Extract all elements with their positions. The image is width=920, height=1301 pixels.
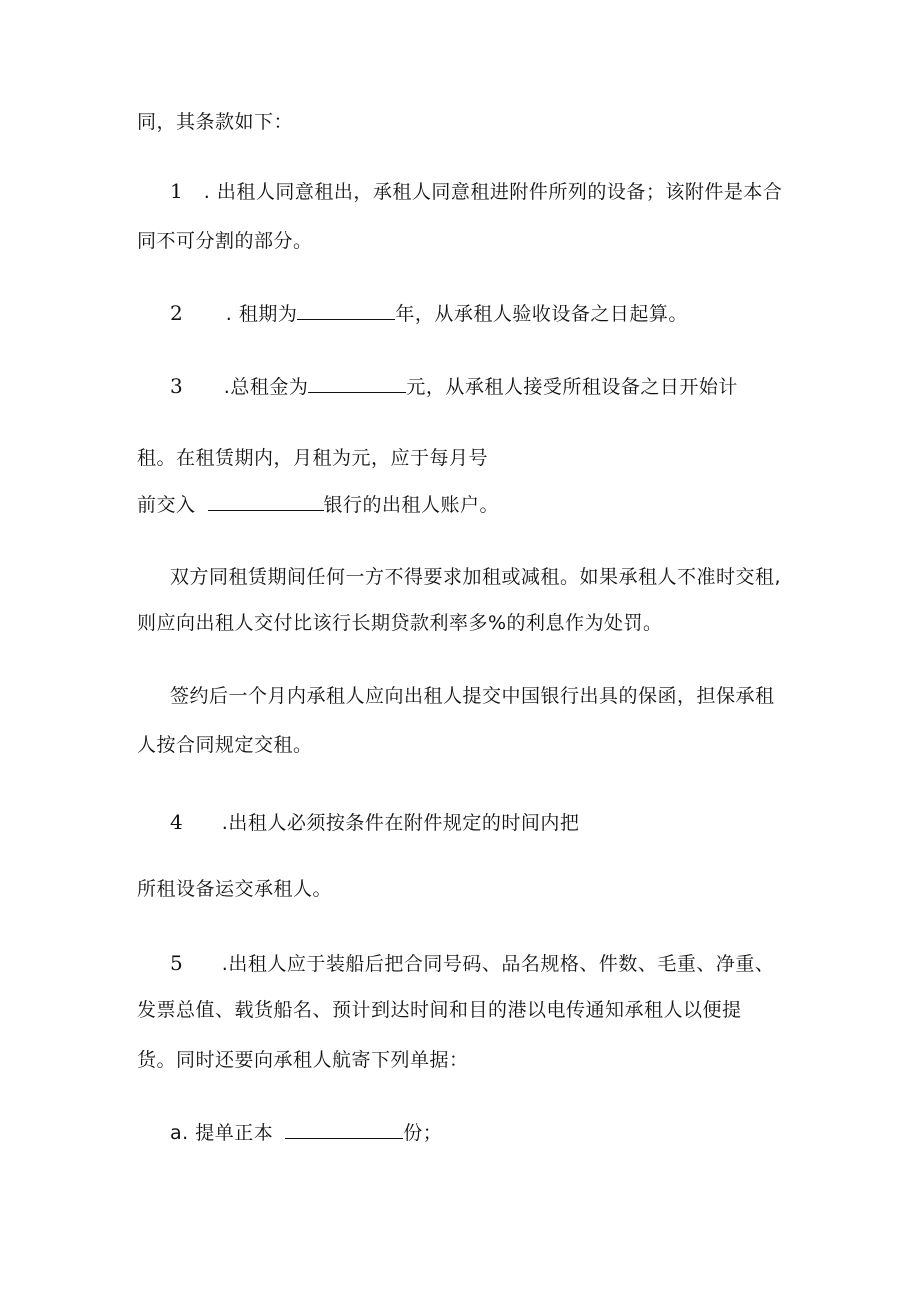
clause-5-text-1: .出租人应于装船后把合同号码、品名规格、件数、毛重、净重、 (221, 953, 775, 975)
no-change-line-1: 双方同租赁期间任何一方不得要求加租或减租。如果承租人不准时交租, (170, 566, 782, 588)
clause-2-text-after: 年，从承租人验收设备之日起算。 (395, 303, 688, 325)
clause-5-number: 5 (170, 951, 184, 975)
item-a-text-after: 份； (403, 1122, 443, 1144)
item-a-line (170, 1120, 442, 1145)
clause-5-line-1 (170, 951, 774, 976)
clause-3-line-3 (137, 492, 499, 517)
term-years-blank (297, 301, 395, 320)
clause-4-text-1: .出租人必须按条件在附件规定的时间内把 (221, 812, 580, 834)
clause-1-line-2: 同不可分割的部分。 (137, 230, 313, 252)
clause-3-text-3-before: 前交入 (137, 494, 196, 516)
total-rent-blank (308, 374, 406, 393)
clause-1-number: 1 (170, 179, 184, 203)
clause-2-number: 2 (170, 301, 184, 325)
clause-2-text-before: . 租期为 (225, 303, 298, 325)
clause-3-line-1 (170, 374, 738, 399)
clause-3-line-2: 租。在租赁期内，月租为元，应于每月号 (137, 447, 489, 469)
clause-5-line-2: 发票总值、载货船名、预计到达时间和目的港以电传通知承租人以便提 (137, 999, 742, 1021)
clause-3-text-before: .总租金为 (223, 376, 309, 398)
bill-of-lading-count-blank (285, 1120, 403, 1139)
no-change-line-2: 则应向出租人交付比该行长期贷款利率多%的利息作为处罚。 (137, 612, 663, 634)
item-a-text-before: a. 提单正本 (170, 1122, 274, 1144)
clause-3-text-3-after: 银行的出租人账户。 (323, 494, 500, 516)
guarantee-line-1: 签约后一个月内承租人应向出租人提交中国银行出具的保函，担保承租 (170, 685, 775, 707)
guarantee-line-2: 人按合同规定交租。 (137, 734, 313, 756)
clause-5-line-3: 货。同时还要向承租人航寄下列单据： (137, 1049, 469, 1071)
clause-3-number: 3 (170, 374, 184, 398)
clause-4-line-2: 所租设备运交承租人。 (137, 878, 333, 900)
bank-name-blank (208, 492, 324, 511)
clause-1-line-1 (170, 179, 782, 204)
clause-4-line-1 (170, 810, 579, 835)
clause-2-line (170, 301, 688, 326)
clause-4-number: 4 (170, 810, 184, 834)
clause-3-text-after: 元，从承租人接受所租设备之日开始计 (406, 376, 738, 398)
clause-1-text-1: . 出租人同意租出，承租人同意租进附件所列的设备；该附件是本合 (203, 181, 783, 203)
intro-line: 同，其条款如下： (137, 111, 294, 133)
